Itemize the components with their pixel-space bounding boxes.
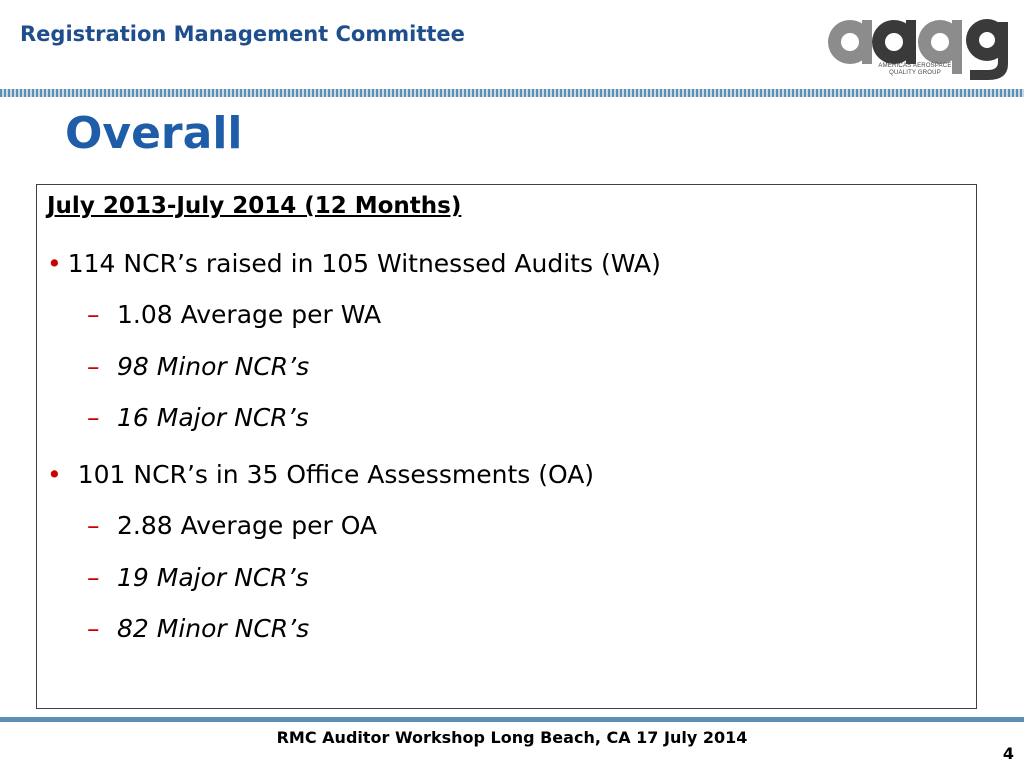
sub-bullet [87, 300, 381, 329]
page-number: 4 [1002, 744, 1014, 763]
sub-bullet-text: 2.88 Average per OA [117, 511, 378, 540]
period-heading: July 2013-July 2014 (12 Months) [47, 193, 462, 219]
sub-bullet [87, 614, 309, 643]
dash-icon: – [87, 403, 100, 432]
header-title: Registration Management Committee [20, 22, 465, 46]
header-divider [0, 89, 1024, 97]
bullet-dot-icon: • [47, 249, 62, 278]
bullet-text: 101 NCR’s in 35 Office Assessments (OA) [77, 460, 595, 489]
slide-title: Overall [65, 108, 243, 159]
sub-bullet-text: 16 Major NCR’s [117, 403, 309, 432]
sub-bullet [87, 352, 309, 381]
dash-icon: – [87, 511, 100, 540]
sub-bullet [87, 563, 309, 592]
footer-divider [0, 717, 1024, 722]
sub-bullet [87, 511, 377, 540]
sub-bullet-text: 19 Major NCR’s [117, 563, 309, 592]
sub-bullet-text: 1.08 Average per WA [117, 300, 382, 329]
sub-bullet [87, 403, 309, 432]
sub-bullet-text: 98 Minor NCR’s [117, 352, 310, 381]
dash-icon: – [87, 300, 100, 329]
bullet-text: 114 NCR’s raised in 105 Witnessed Audits (WA) [67, 249, 661, 278]
content-box [36, 184, 977, 709]
dash-icon: – [87, 563, 100, 592]
bullet-office-assessments [47, 460, 594, 489]
dash-icon: – [87, 614, 100, 643]
bullet-dot-icon: • [47, 460, 62, 489]
footer-text: RMC Auditor Workshop Long Beach, CA 17 July 2014 [276, 728, 748, 747]
sub-bullet-text: 82 Minor NCR’s [117, 614, 310, 643]
bullet-witnessed-audits [47, 249, 661, 278]
logo-tagline: AMERICAS AEROSPACE QUALITY GROUP [878, 63, 952, 76]
dash-icon: – [87, 352, 100, 381]
